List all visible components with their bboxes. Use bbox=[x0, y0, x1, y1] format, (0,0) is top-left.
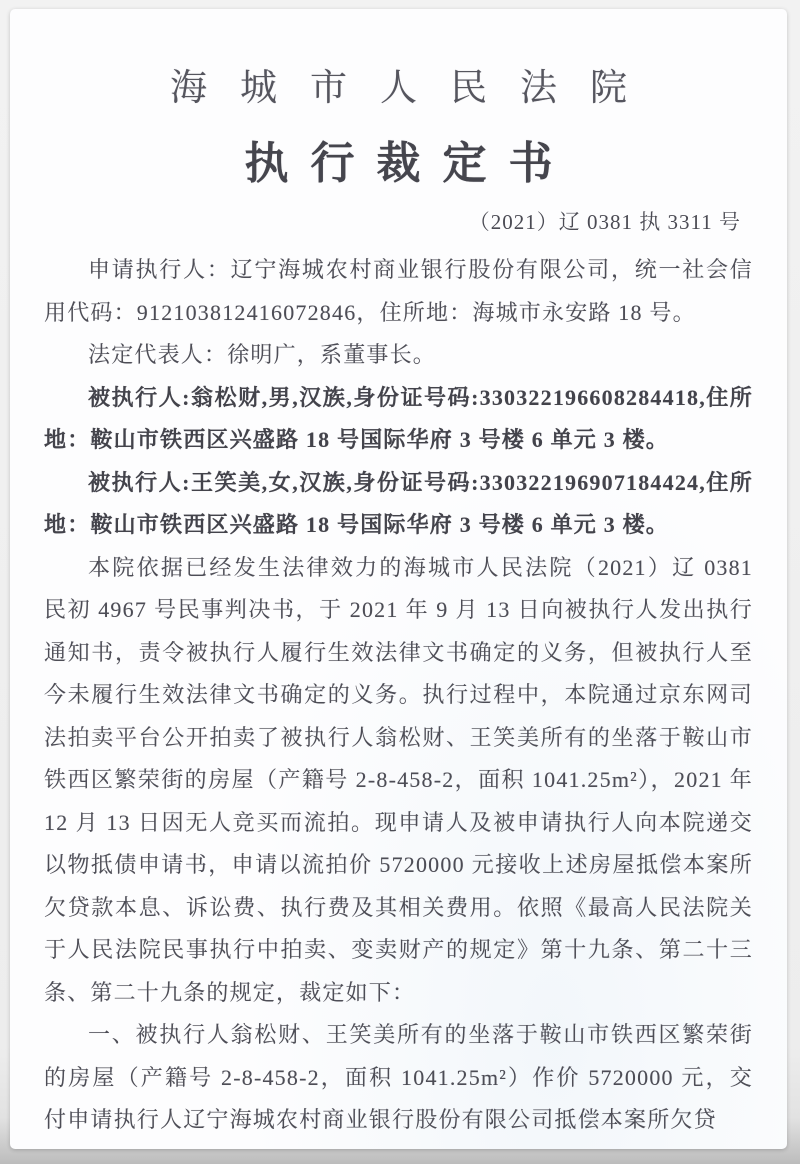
paragraph-ruling-item-1: 一、被执行人翁松财、王笑美所有的坐落于鞍山市铁西区繁荣街的房屋（产籍号 2-8-458-2，面积 1041.25m²）作价 5720000 元，交付申请执行人辽宁海城农村商业银行股份有限公司抵偿本案所欠贷 bbox=[44, 1022, 753, 1132]
paragraph-applicant: 申请执行人：辽宁海城农村商业银行股份有限公司，统一社会信用代码：912103812416072846，住所地：海城市永安路 18 号。 bbox=[44, 257, 753, 325]
paragraph-respondent-2: 被执行人:王笑美,女,汉族,身份证号码:330322196907184424,住所地：鞍山市铁西区兴盛路 18 号国际华府 3 号楼 6 单元 3 楼。 bbox=[44, 469, 753, 537]
document-title: 执行裁定书 bbox=[244, 139, 575, 188]
document-body bbox=[44, 249, 753, 1142]
paragraph-legal-representative: 法定代表人：徐明广，系董事长。 bbox=[88, 342, 437, 367]
document-page bbox=[10, 9, 787, 1149]
court-name: 海城市人民法院 bbox=[170, 68, 660, 109]
paragraph-respondent-1: 被执行人:翁松财,男,汉族,身份证号码:330322196608284418,住所地：鞍山市铁西区兴盛路 18 号国际华府 3 号楼 6 单元 3 楼。 bbox=[44, 384, 753, 452]
paragraph-case-background: 本院依据已经发生法律效力的海城市人民法院（2021）辽 0381 民初 4967 号民事判决书，于 2021 年 9 月 13 日向被执行人发出执行通知书，责令被执行人履行生效法律文书确定的义务，但被执行人至今未履行生效法律文书确定的义务。执行过程中，本院通过京东网司法拍卖平台公开拍卖了被执行人翁松财、王笑美所有的坐落于鞍山市铁西区繁荣街的房屋（产籍号 2-8-458-2，面积 1041.25m²），2021 年 12 月 13 日因无人竞买而流拍。现申请人及被申请执行人向本院递交以物抵债申请书，申请以流拍价 5720000 元接收上述房屋抵偿本案所欠贷款本息、诉讼费、执行费及其相关费用。依照《最高人民法院关于人民法院民事执行中拍卖、变卖财产的规定》第十九条、第二十三条、第二十九条的规定，裁定如下： bbox=[44, 554, 753, 1005]
case-number: （2021）辽 0381 执 3311 号 bbox=[468, 210, 741, 234]
